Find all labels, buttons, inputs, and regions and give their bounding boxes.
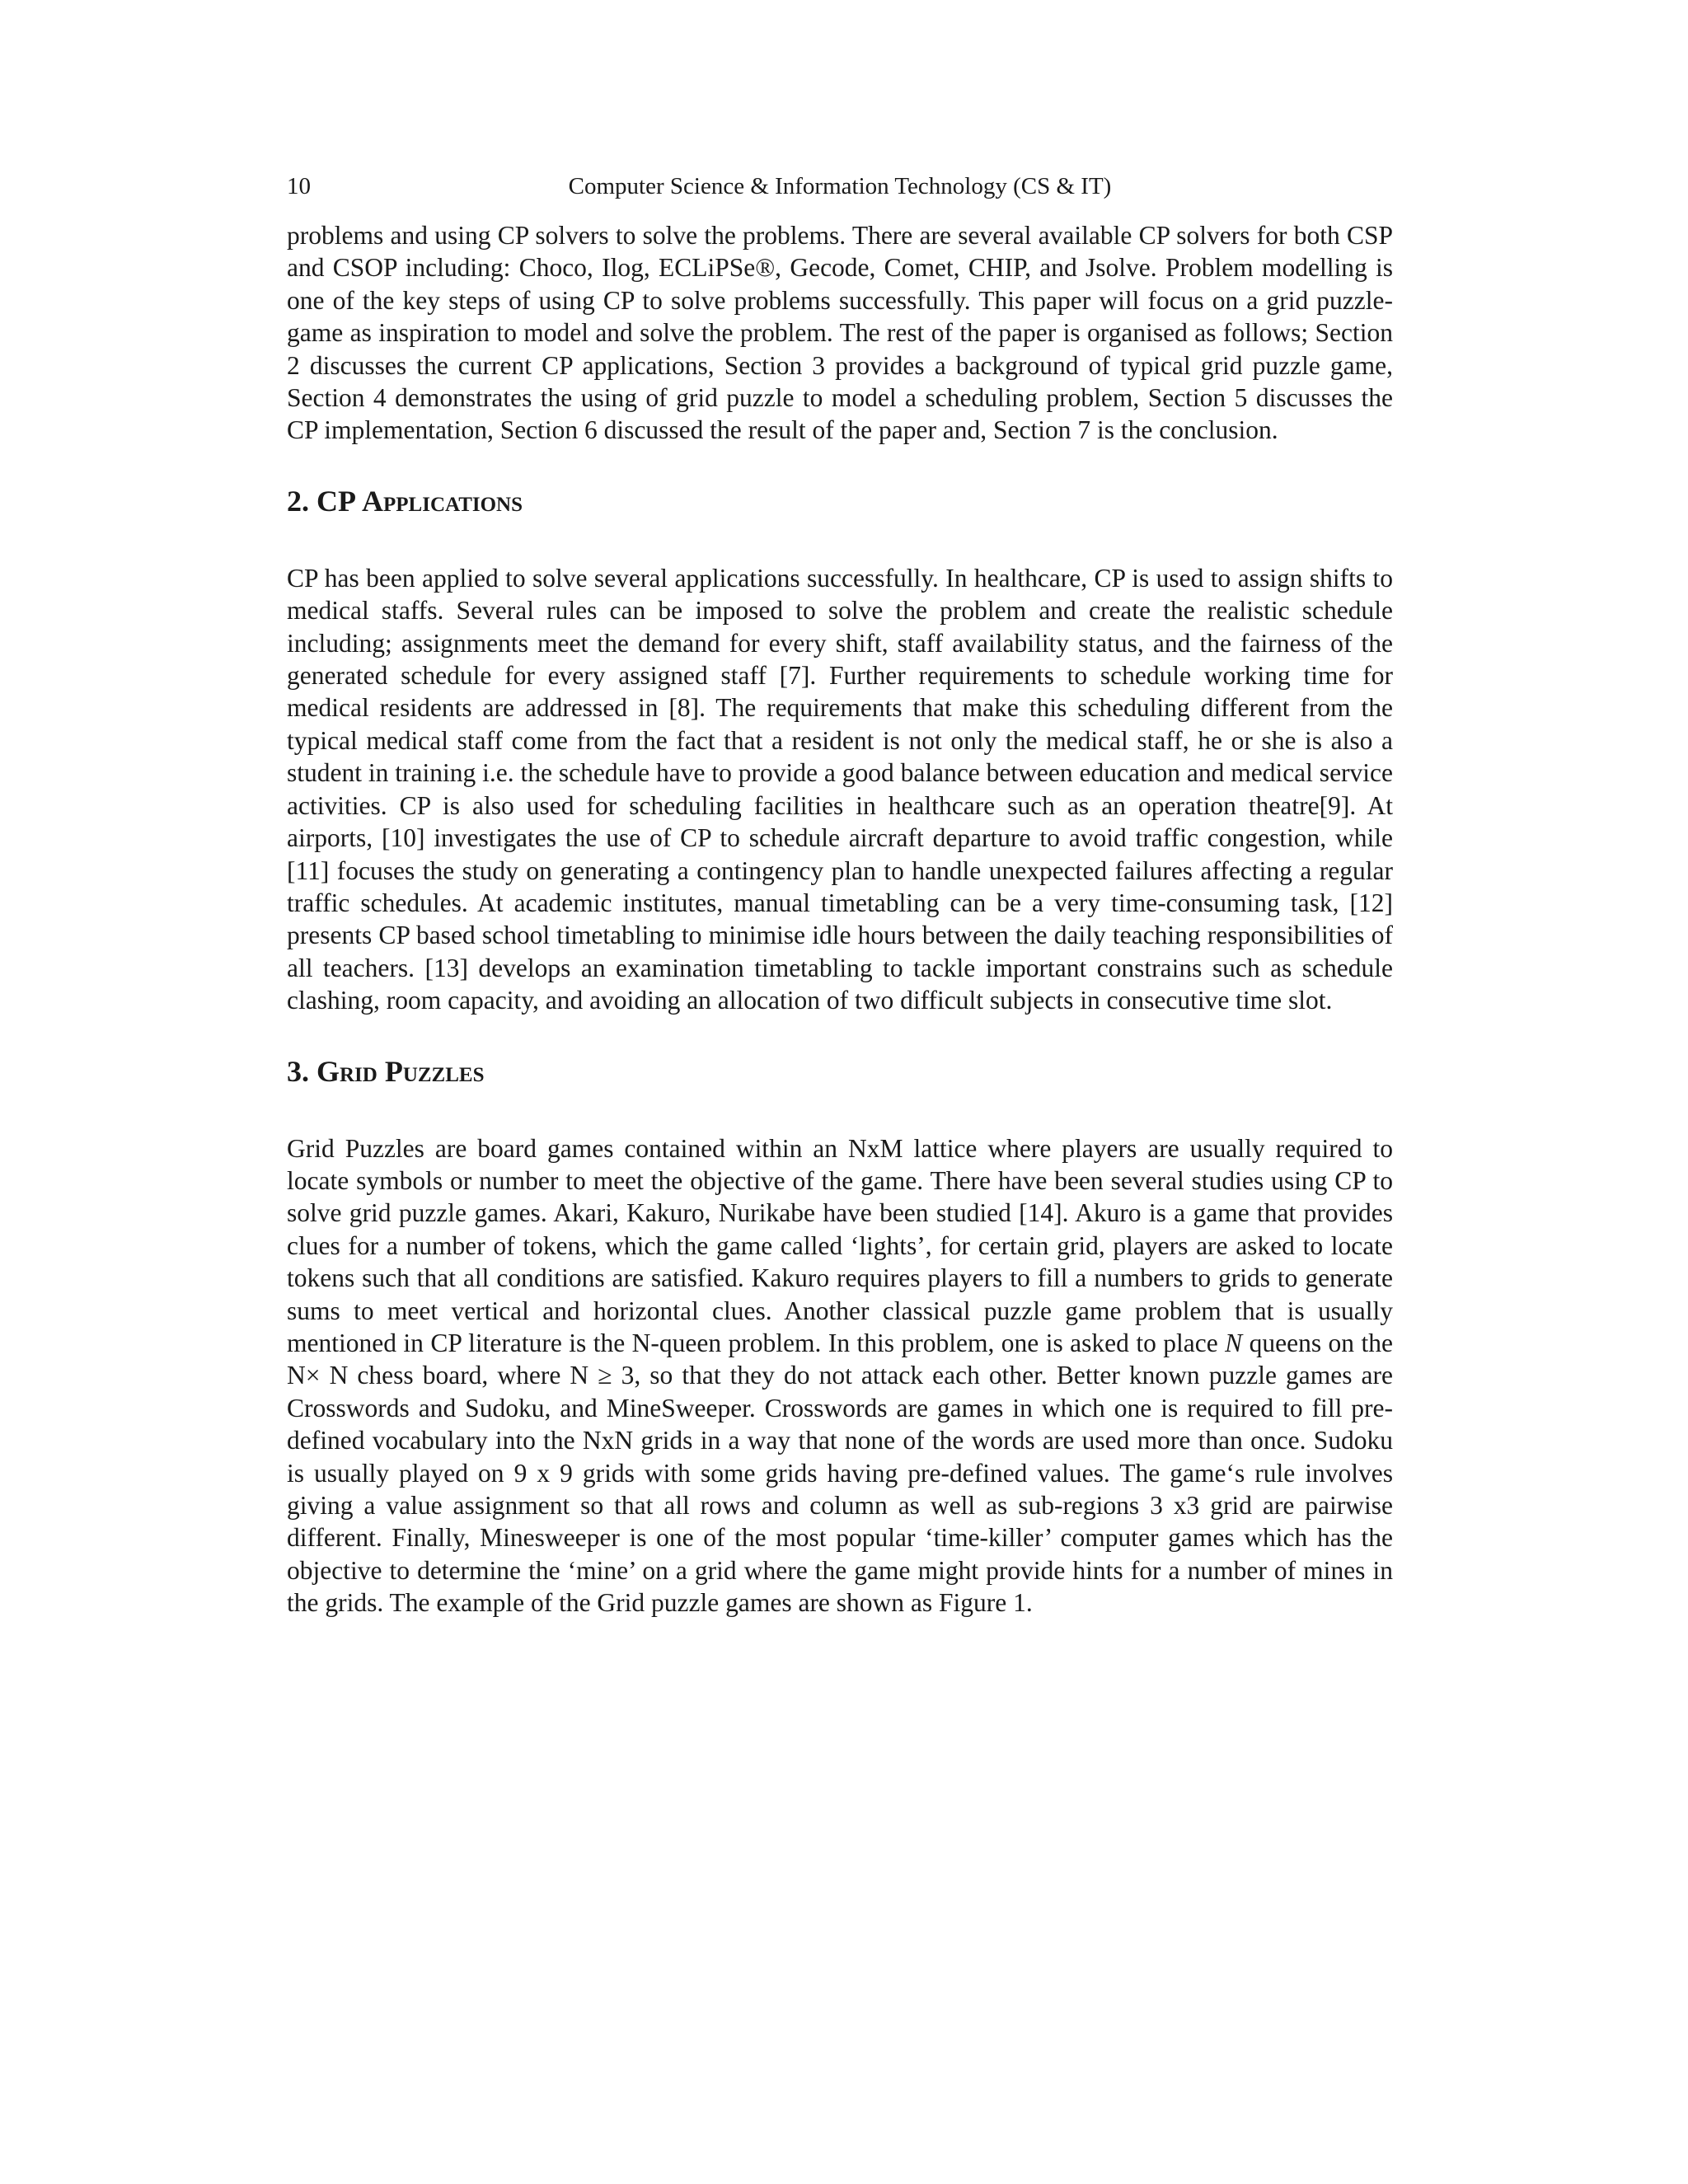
section-3-heading xyxy=(287,1053,1393,1090)
section-3-title: Grid Puzzles xyxy=(316,1054,485,1088)
page-number: 10 xyxy=(287,173,311,199)
section-2-heading xyxy=(287,483,1393,519)
section-2-paragraph: CP has been applied to solve several applications successfully. In healthcare, CP is used to assign shifts to medical staffs. Several rules can be imposed to solve the problem and create the realistic schedule including; assignments meet the demand for every shift, staff availability status, and the fairness of the generated schedule for every assigned staff [7]. Further requirements to schedule working time for medical residents are addressed in [8]. The requirements that make this scheduling different from the typical medical staff come from the fact that a resident is not only the medical staff, he or she is also a student in training i.e. the schedule have to provide a good balance between education and medical service activities. CP is also used for scheduling facilities in healthcare such as an operation theatre[9]. At airports, [10] investigates the use of CP to schedule aircraft departure to avoid traffic congestion, while [11] focuses the study on generating a contingency plan to handle unexpected failures affecting a regular traffic schedules. At academic institutes, manual timetabling can be a very time-consuming task, [12] presents CP based school timetabling to minimise idle hours between the daily teaching responsibilities of all teachers. [13] develops an examination timetabling to tackle important constrains such as schedule clashing, room capacity, and avoiding an allocation of two difficult subjects in consecutive time slot. xyxy=(287,563,1393,1015)
section-2-title: Applications xyxy=(362,484,523,518)
intro-paragraph: problems and using CP solvers to solve the problems. There are several available CP solvers for both CSP and CSOP including: Choco, Ilog, ECLiPSe®, Gecode, Comet, CHIP, and Jsolve. Problem modelling is one of the key steps of using CP to solve problems successfully. This paper will focus on a grid puzzle-game as inspiration to model and solve the problem. The rest of the paper is organised as follows; Section 2 discusses the current CP applications, Section 3 provides a background of typical grid puzzle game, Section 4 demonstrates the using of grid puzzle to model a scheduling problem, Section 5 discusses the CP implementation, Section 6 discussed the result of the paper and, Section 7 is the conclusion. xyxy=(287,221,1393,445)
section-3-paragraph xyxy=(287,1132,1393,1619)
section-3-number: 3. xyxy=(287,1054,309,1088)
section-3-text-part1: Grid Puzzles are board games contained within an NxM lattice where players are usually required to locate symbols or number to meet the objective of the game. There have been several studies using CP to solve grid puzzle games. Akari, Kakuro, Nurikabe have been studied [14]. Akuro is a game that provides clues for a number of tokens, which the game called ‘lights’, for certain grid, players are asked to locate tokens such that all conditions are satisfied. Kakuro requires players to fill a numbers to grids to generate sums to meet vertical and horizontal clues. Another classical puzzle game problem that is usually mentioned in CP literature is the N-queen problem. In this problem, one is asked to place xyxy=(287,1133,1393,1357)
running-header xyxy=(287,165,1393,208)
section-2-number: 2. CP xyxy=(287,484,355,518)
journal-title: Computer Science & Information Technology (CS & IT) xyxy=(568,173,1112,199)
paper-page xyxy=(287,165,1393,1619)
section-3-text-part2: queens on the N× N chess board, where N ≥ 3, so that they do not attack each other. Better known puzzle games are Crosswords and Sudoku, and MineSweeper. Crosswords are games in which one is required to fill pre-defined vocabulary into the NxN grids in a way that none of the words are used more than once. Sudoku is usually played on 9 x 9 grids with some grids having pre-defined values. The game‘s rule involves giving a value assignment so that all rows and column as well as sub-regions 3 x3 grid are pairwise different. Finally, Minesweeper is one of the most popular ‘time-killer’ computer games which has the objective to determine the ‘mine’ on a grid where the game might provide hints for a number of mines in the grids. The example of the Grid puzzle games are shown as Figure 1. xyxy=(287,1328,1393,1618)
section-3-italic-n: N xyxy=(1225,1328,1243,1357)
